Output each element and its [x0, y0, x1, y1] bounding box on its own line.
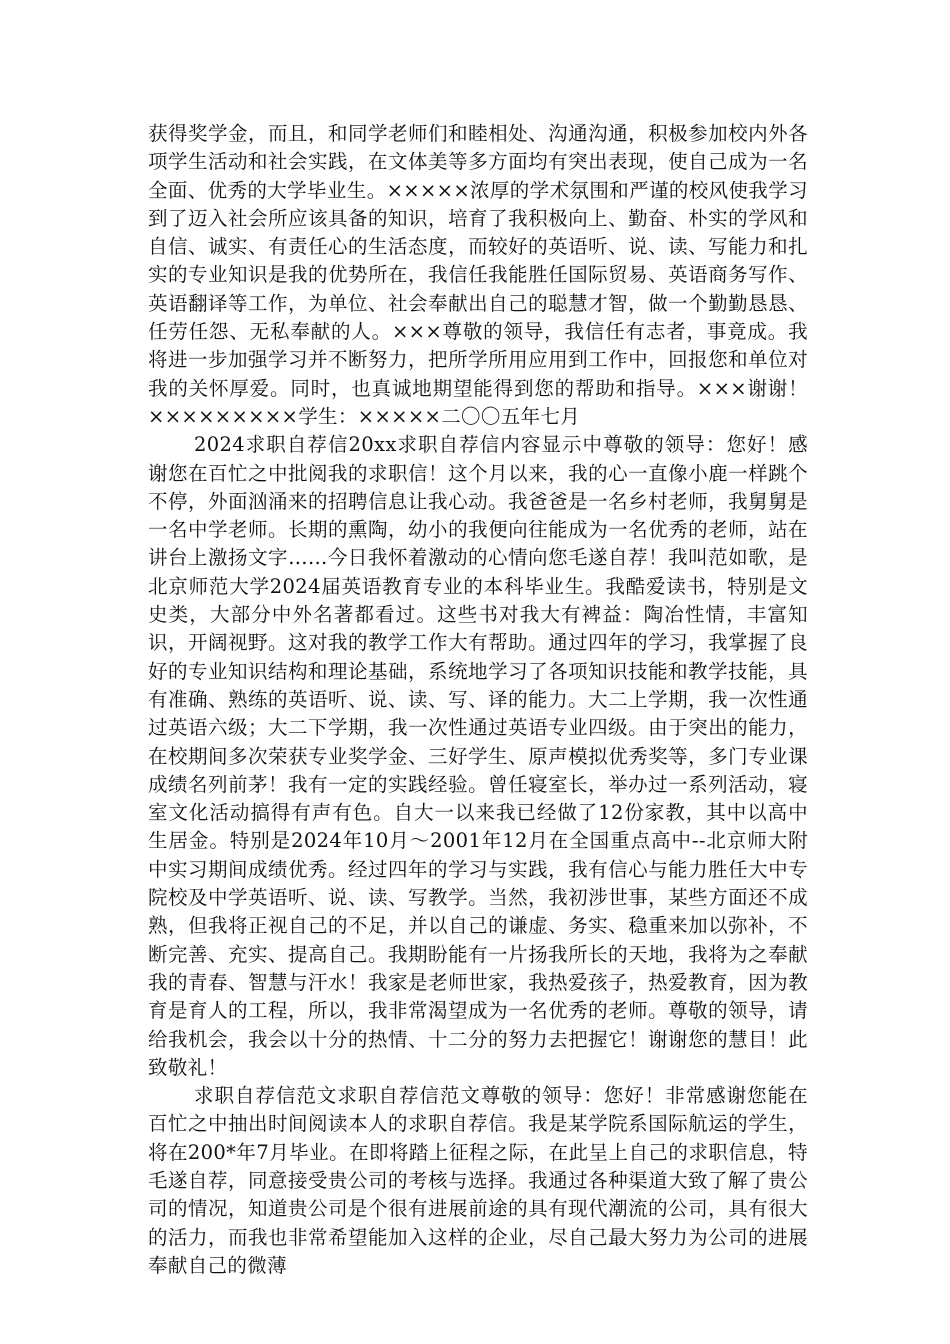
paragraph-1: 获得奖学金，而且，和同学老师们和睦相处、沟通沟通，积极参加校内外各项学生活动和社会实践，在文体美等多方面均有突出表现，使自己成为一名全面、优秀的大学毕业生。×××××浓厚的学术氛围和严谨的校风使我学习到了迈入社会所应该具备的知识，培育了我积极向上、勤奋、朴实的学风和自信、诚实、有责任心的生活态度，而较好的英语听、说、读、写能力和扎实的专业知识是我的优势所在，我信任我能胜任国际贸易、英语商务写作、英语翻译等工作，为单位、社会奉献出自己的聪慧才智，做一个勤勤恳恳、任劳任怨、无私奉献的人。×××尊敬的领导，我信任有志者，事竟成。我将进一步加强学习并不断努力，把所学所用应用到工作中，回报您和单位对我的关怀厚爱。同时，也真诚地期望能得到您的帮助和指导。×××谢谢！×××××××××学生：×××××二〇〇五年七月: [148, 122, 808, 428]
document-body: [148, 120, 808, 1280]
paragraph-2: 2024求职自荐信20xx求职自荐信内容显示中尊敬的领导：您好！感谢您在百忙之中批阅我的求职信！这个月以来，我的心一直像小鹿一样跳个不停，外面汹涌来的招聘信息让我心动。我爸爸是一名乡村老师，我舅舅是一名中学老师。长期的熏陶，幼小的我便向往能成为一名优秀的老师，站在讲台上激扬文字……今日我怀着激动的心情向您毛遂自荐！我叫范如歌，是北京师范大学2024届英语教育专业的本科毕业生。我酷爱读书，特别是文史类，大部分中外名著都看过。这些书对我大有裨益：陶冶性情，丰富知识，开阔视野。这对我的教学工作大有帮助。通过四年的学习，我掌握了良好的专业知识结构和理论基础，系统地学习了各项知识技能和教学技能，具有准确、熟练的英语听、说、读、写、译的能力。大二上学期，我一次性通过英语六级；大二下学期，我一次性通过英语专业四级。由于突出的能力，在校期间多次荣获专业奖学金、三好学生、原声模拟优秀奖等，多门专业课成绩名列前茅！我有一定的实践经验。曾任寝室长，举办过一系列活动，寝室文化活动搞得有声有色。自大一以来我已经做了12份家教，其中以高中生居金。特别是2024年10月～2001年12月在全国重点高中--北京师大附中实习期间成绩优秀。经过四年的学习与实践，我有信心与能力胜任大中专院校及中学英语听、说、读、写教学。当然，我初涉世事，某些方面还不成熟，但我将正视自己的不足，并以自己的谦虚、务实、稳重来加以弥补，不断完善、充实、提高自己。我期盼能有一片扬我所长的天地，我将为之奉献我的青春、智慧与汗水！我家是老师世家，我热爱孩子，热爱教育，因为教育是育人的工程，所以，我非常渴望成为一名优秀的老师。尊敬的领导，请给我机会，我会以十分的热情、十二分的努力去把握它！谢谢您的慧目！此致敬礼！: [148, 433, 808, 1079]
paragraph-3: 求职自荐信范文求职自荐信范文尊敬的领导：您好！非常感谢您能在百忙之中抽出时间阅读本人的求职自荐信。我是某学院系国际航运的学生，将在200*年7月毕业。在即将踏上征程之际，在此呈上自己的求职信息，特毛遂自荐，同意接受贵公司的考核与选择。我通过各种渠道大致了解了贵公司的情况，知道贵公司是个很有进展前途的具有现代潮流的公司，具有很大的活力，而我也非常希望能加入这样的企业，尽自己最大努力为公司的进展奉献自己的微薄: [148, 1084, 808, 1277]
